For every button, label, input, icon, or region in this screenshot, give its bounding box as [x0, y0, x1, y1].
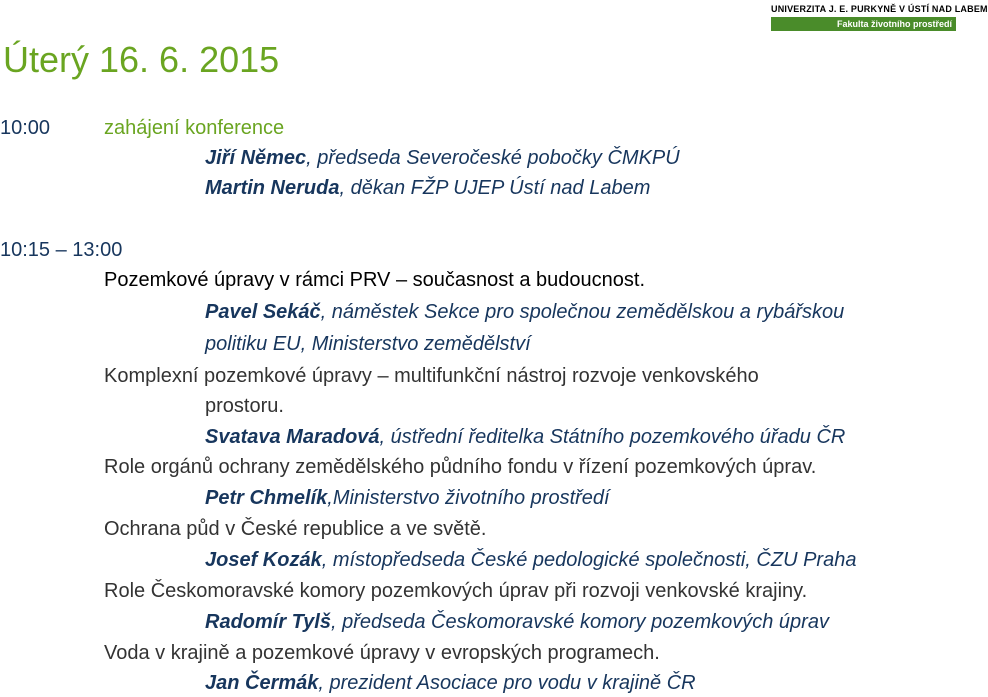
logo-university-name: UNIVERZITA J. E. PURKYNĚ V ÚSTÍ NAD LABEM [771, 4, 988, 14]
speaker-name: Josef Kozák [205, 549, 322, 571]
speaker-name: Svatava Maradová [205, 426, 380, 448]
speaker-role: , místopředseda České pedologické společnosti, ČZU Praha [321, 549, 857, 571]
talk-3-title: Role orgánů ochrany zemědělského půdního fondu v řízení pozemkových úprav. [104, 456, 817, 478]
talk-1-speaker-role-cont: politiku EU, Ministerstvo zemědělství [205, 333, 531, 355]
speaker-name: Martin Neruda [205, 177, 340, 199]
page-title: Úterý 16. 6. 2015 [3, 39, 280, 80]
slot1-label: zahájení konference [104, 117, 285, 139]
talk-5-title: Role Českomoravské komory pozemkových úprav při rozvoji venkovské krajiny. [104, 580, 808, 602]
slot1-speaker-2 [205, 176, 650, 200]
talk-2-speaker [205, 425, 845, 449]
slot1-time: 10:00 [0, 117, 51, 139]
talk-3-speaker [205, 486, 610, 510]
speaker-role: , náměstek Sekce pro společnou zemědělskou a rybářskou [320, 301, 845, 323]
talk-6-title: Voda v krajině a pozemkové úpravy v evropských programech. [104, 642, 660, 664]
speaker-role: , děkan FŽP UJEP Ústí nad Labem [339, 177, 651, 199]
talk-5-speaker [205, 610, 829, 634]
talk-4-title: Ochrana půd v České republice a ve světě. [104, 518, 487, 540]
speaker-name: Pavel Sekáč [205, 301, 321, 323]
speaker-name: Jiří Němec [205, 147, 307, 169]
talk-4-speaker [205, 548, 856, 572]
speaker-role: , předseda Severočeské pobočky ČMKPÚ [306, 147, 680, 169]
talk-1-title: Pozemkové úpravy v rámci PRV – současnost a budoucnost. [104, 269, 646, 291]
talk-6-speaker [205, 671, 696, 695]
speaker-name: Radomír Tylš [205, 611, 331, 633]
logo-faculty-name: Fakulta životního prostředí [771, 17, 956, 31]
university-logo [771, 4, 988, 31]
slot2-time: 10:15 – 13:00 [0, 239, 123, 261]
speaker-role: ,Ministerstvo životního prostředí [327, 487, 610, 509]
speaker-name: Jan Čermák [205, 672, 319, 694]
talk-1-speaker [205, 300, 844, 324]
talk-2-title-cont: prostoru. [205, 395, 284, 417]
speaker-role: , ústřední ředitelka Státního pozemkového úřadu ČR [379, 426, 846, 448]
slot1-speaker-1 [205, 146, 680, 170]
talk-2-title: Komplexní pozemkové úpravy – multifunkční nástroj rozvoje venkovského [104, 365, 759, 387]
speaker-role: , prezident Asociace pro vodu v krajině ČR [318, 672, 696, 694]
speaker-role: , předseda Českomoravské komory pozemkových úprav [330, 611, 829, 633]
speaker-name: Petr Chmelík [205, 487, 328, 509]
